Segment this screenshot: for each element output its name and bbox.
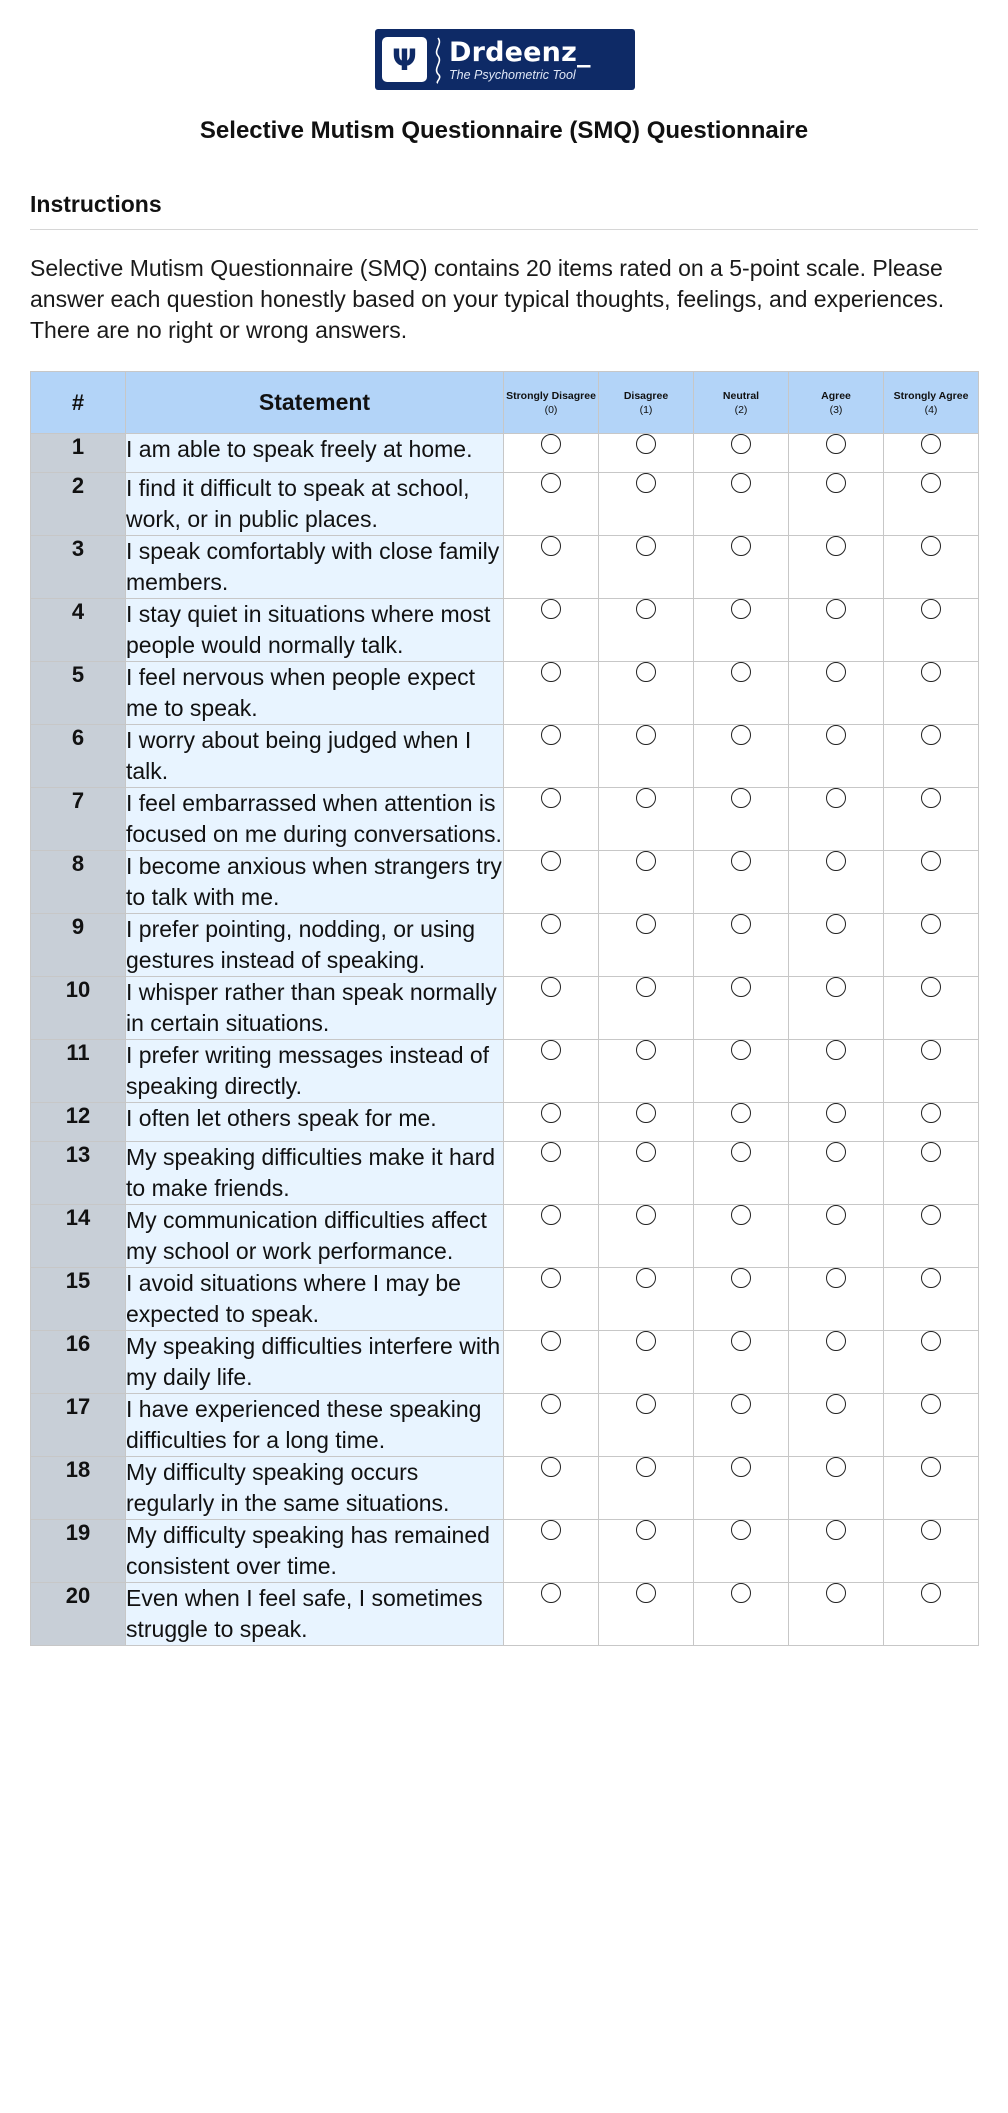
radio-strongly-disagree[interactable] xyxy=(541,473,561,493)
option-cell-disagree xyxy=(599,1457,694,1520)
option-cell-agree xyxy=(789,662,884,725)
option-cell-strongly-agree xyxy=(884,662,979,725)
radio-strongly-disagree[interactable] xyxy=(541,434,561,454)
radio-strongly-agree[interactable] xyxy=(921,1394,941,1414)
radio-disagree[interactable] xyxy=(636,725,656,745)
item-statement: I whisper rather than speak normally in certain situations. xyxy=(126,977,504,1040)
option-cell-strongly-disagree xyxy=(504,599,599,662)
table-header-row xyxy=(31,372,979,434)
item-number: 7 xyxy=(31,788,126,851)
instructions-heading: Instructions xyxy=(30,191,162,217)
item-statement: My communication difficulties affect my school or work performance. xyxy=(126,1205,504,1268)
radio-disagree[interactable] xyxy=(636,1040,656,1060)
radio-neutral[interactable] xyxy=(731,851,751,871)
option-cell-agree xyxy=(789,1040,884,1103)
item-statement: I am able to speak freely at home. xyxy=(126,434,504,473)
option-cell-disagree xyxy=(599,599,694,662)
header-number: # xyxy=(31,372,126,434)
radio-strongly-agree[interactable] xyxy=(921,851,941,871)
item-statement: I become anxious when strangers try to talk with me. xyxy=(126,851,504,914)
option-score: (3) xyxy=(829,403,843,416)
option-cell-agree xyxy=(789,1142,884,1205)
option-cell-agree xyxy=(789,1583,884,1646)
item-statement: I worry about being judged when I talk. xyxy=(126,725,504,788)
option-cell-disagree xyxy=(599,788,694,851)
option-cell-neutral xyxy=(694,1331,789,1394)
radio-neutral[interactable] xyxy=(731,1268,751,1288)
option-cell-strongly-agree xyxy=(884,1331,979,1394)
radio-strongly-disagree[interactable] xyxy=(541,536,561,556)
option-cell-strongly-agree xyxy=(884,851,979,914)
radio-strongly-agree[interactable] xyxy=(921,1142,941,1162)
option-cell-neutral xyxy=(694,1268,789,1331)
option-cell-agree xyxy=(789,599,884,662)
radio-disagree[interactable] xyxy=(636,1520,656,1540)
option-cell-strongly-disagree xyxy=(504,1394,599,1457)
option-cell-strongly-disagree xyxy=(504,1205,599,1268)
radio-neutral[interactable] xyxy=(731,599,751,619)
radio-agree[interactable] xyxy=(826,1331,846,1351)
radio-strongly-agree[interactable] xyxy=(921,1583,941,1603)
item-statement: My speaking difficulties make it hard to make friends. xyxy=(126,1142,504,1205)
option-cell-neutral xyxy=(694,977,789,1040)
option-cell-strongly-agree xyxy=(884,536,979,599)
psi-logo-icon: Ψ xyxy=(382,37,427,82)
radio-strongly-agree[interactable] xyxy=(921,1205,941,1225)
radio-disagree[interactable] xyxy=(636,473,656,493)
header-option-agree xyxy=(789,372,884,434)
logo-tagline: The Psychometric Tool xyxy=(449,67,576,82)
item-number: 11 xyxy=(31,1040,126,1103)
option-cell-disagree xyxy=(599,536,694,599)
radio-neutral[interactable] xyxy=(731,788,751,808)
option-cell-strongly-disagree xyxy=(504,1142,599,1205)
radio-disagree[interactable] xyxy=(636,1394,656,1414)
option-cell-strongly-agree xyxy=(884,914,979,977)
item-statement: I find it difficult to speak at school, work, or in public places. xyxy=(126,473,504,536)
option-cell-agree xyxy=(789,914,884,977)
option-cell-strongly-disagree xyxy=(504,1457,599,1520)
item-number: 5 xyxy=(31,662,126,725)
item-number: 3 xyxy=(31,536,126,599)
option-cell-disagree xyxy=(599,1268,694,1331)
option-score: (4) xyxy=(924,403,938,416)
radio-agree[interactable] xyxy=(826,1583,846,1603)
radio-neutral[interactable] xyxy=(731,473,751,493)
option-cell-disagree xyxy=(599,914,694,977)
radio-agree[interactable] xyxy=(826,1040,846,1060)
option-cell-neutral xyxy=(694,434,789,473)
option-score: (2) xyxy=(734,403,748,416)
radio-disagree[interactable] xyxy=(636,1103,656,1123)
option-label: Strongly Disagree xyxy=(506,389,596,402)
radio-strongly-disagree[interactable] xyxy=(541,977,561,997)
item-statement: My speaking difficulties interfere with my daily life. xyxy=(126,1331,504,1394)
option-cell-disagree xyxy=(599,851,694,914)
radio-strongly-disagree[interactable] xyxy=(541,1268,561,1288)
option-cell-neutral xyxy=(694,473,789,536)
radio-disagree[interactable] xyxy=(636,599,656,619)
option-cell-strongly-agree xyxy=(884,725,979,788)
radio-agree[interactable] xyxy=(826,1103,846,1123)
option-score: (0) xyxy=(544,403,558,416)
radio-strongly-agree[interactable] xyxy=(921,662,941,682)
option-cell-strongly-agree xyxy=(884,1268,979,1331)
item-statement: I often let others speak for me. xyxy=(126,1103,504,1142)
table-row xyxy=(31,1520,979,1583)
radio-strongly-agree[interactable] xyxy=(921,788,941,808)
radio-strongly-disagree[interactable] xyxy=(541,788,561,808)
item-statement: I prefer pointing, nodding, or using gestures instead of speaking. xyxy=(126,914,504,977)
header-option-strongly-agree xyxy=(884,372,979,434)
table-row xyxy=(31,536,979,599)
radio-neutral[interactable] xyxy=(731,1142,751,1162)
option-cell-strongly-disagree xyxy=(504,473,599,536)
option-cell-agree xyxy=(789,851,884,914)
instructions-text: Selective Mutism Questionnaire (SMQ) contains 20 items rated on a 5-point scale. Please answer each question honestly based on your typical thoughts, feelings, and experiences. There are no right or wrong answers. xyxy=(30,255,945,343)
option-cell-strongly-agree xyxy=(884,788,979,851)
option-cell-strongly-agree xyxy=(884,434,979,473)
logo-text xyxy=(449,38,591,82)
option-cell-agree xyxy=(789,1268,884,1331)
item-statement: Even when I feel safe, I sometimes struggle to speak. xyxy=(126,1583,504,1646)
item-number: 8 xyxy=(31,851,126,914)
option-cell-agree xyxy=(789,977,884,1040)
option-cell-neutral xyxy=(694,1583,789,1646)
radio-strongly-disagree[interactable] xyxy=(541,1103,561,1123)
option-cell-agree xyxy=(789,1520,884,1583)
table-row xyxy=(31,788,979,851)
radio-neutral[interactable] xyxy=(731,1583,751,1603)
radio-strongly-disagree[interactable] xyxy=(541,1331,561,1351)
item-number: 18 xyxy=(31,1457,126,1520)
item-statement: I prefer writing messages instead of speaking directly. xyxy=(126,1040,504,1103)
option-cell-strongly-disagree xyxy=(504,662,599,725)
radio-disagree[interactable] xyxy=(636,851,656,871)
option-cell-strongly-agree xyxy=(884,473,979,536)
option-cell-neutral xyxy=(694,851,789,914)
item-number: 17 xyxy=(31,1394,126,1457)
table-row xyxy=(31,434,979,473)
table-row xyxy=(31,662,979,725)
item-statement: My difficulty speaking has remained consistent over time. xyxy=(126,1520,504,1583)
option-cell-strongly-agree xyxy=(884,1205,979,1268)
option-cell-agree xyxy=(789,473,884,536)
option-label: Disagree xyxy=(623,389,669,402)
option-cell-strongly-disagree xyxy=(504,1520,599,1583)
radio-strongly-agree[interactable] xyxy=(921,434,941,454)
option-cell-agree xyxy=(789,434,884,473)
option-cell-strongly-disagree xyxy=(504,1103,599,1142)
radio-strongly-agree[interactable] xyxy=(921,1040,941,1060)
radio-neutral[interactable] xyxy=(731,1331,751,1351)
item-number: 6 xyxy=(31,725,126,788)
option-cell-agree xyxy=(789,725,884,788)
page-title: Selective Mutism Questionnaire (SMQ) Questionnaire xyxy=(199,117,809,144)
questionnaire-body xyxy=(31,434,979,1646)
option-cell-agree xyxy=(789,1394,884,1457)
table-row xyxy=(31,914,979,977)
option-cell-strongly-disagree xyxy=(504,1331,599,1394)
option-cell-disagree xyxy=(599,1142,694,1205)
radio-agree[interactable] xyxy=(826,914,846,934)
header-option-disagree xyxy=(599,372,694,434)
radio-neutral[interactable] xyxy=(731,1205,751,1225)
option-cell-disagree xyxy=(599,1205,694,1268)
radio-agree[interactable] xyxy=(826,1394,846,1414)
table-row xyxy=(31,1103,979,1142)
item-statement: I speak comfortably with close family members. xyxy=(126,536,504,599)
item-statement: I feel nervous when people expect me to speak. xyxy=(126,662,504,725)
radio-agree[interactable] xyxy=(826,1457,846,1477)
radio-strongly-agree[interactable] xyxy=(921,914,941,934)
option-cell-neutral xyxy=(694,536,789,599)
option-cell-disagree xyxy=(599,977,694,1040)
option-cell-strongly-disagree xyxy=(504,725,599,788)
radio-disagree[interactable] xyxy=(636,434,656,454)
option-cell-disagree xyxy=(599,1331,694,1394)
brand-logo xyxy=(375,29,635,90)
option-cell-agree xyxy=(789,536,884,599)
table-row xyxy=(31,473,979,536)
radio-agree[interactable] xyxy=(826,1142,846,1162)
radio-disagree[interactable] xyxy=(636,977,656,997)
radio-agree[interactable] xyxy=(826,1268,846,1288)
table-row xyxy=(31,851,979,914)
table-row xyxy=(31,1331,979,1394)
radio-strongly-disagree[interactable] xyxy=(541,1394,561,1414)
radio-disagree[interactable] xyxy=(636,536,656,556)
option-cell-disagree xyxy=(599,662,694,725)
option-cell-strongly-agree xyxy=(884,1457,979,1520)
header-option-neutral xyxy=(694,372,789,434)
radio-disagree[interactable] xyxy=(636,1331,656,1351)
radio-agree[interactable] xyxy=(826,725,846,745)
radio-strongly-disagree[interactable] xyxy=(541,1583,561,1603)
option-cell-strongly-disagree xyxy=(504,434,599,473)
radio-neutral[interactable] xyxy=(731,536,751,556)
radio-neutral[interactable] xyxy=(731,1520,751,1540)
radio-neutral[interactable] xyxy=(731,914,751,934)
option-cell-strongly-agree xyxy=(884,599,979,662)
radio-disagree[interactable] xyxy=(636,1205,656,1225)
option-cell-strongly-disagree xyxy=(504,536,599,599)
option-cell-agree xyxy=(789,1331,884,1394)
option-cell-strongly-disagree xyxy=(504,914,599,977)
radio-strongly-disagree[interactable] xyxy=(541,851,561,871)
radio-neutral[interactable] xyxy=(731,977,751,997)
radio-strongly-agree[interactable] xyxy=(921,1331,941,1351)
radio-neutral[interactable] xyxy=(731,1103,751,1123)
radio-strongly-agree[interactable] xyxy=(921,725,941,745)
option-cell-agree xyxy=(789,1103,884,1142)
radio-strongly-agree[interactable] xyxy=(921,1520,941,1540)
option-cell-neutral xyxy=(694,662,789,725)
item-number: 20 xyxy=(31,1583,126,1646)
radio-strongly-agree[interactable] xyxy=(921,1103,941,1123)
radio-agree[interactable] xyxy=(826,473,846,493)
radio-strongly-disagree[interactable] xyxy=(541,1040,561,1060)
radio-agree[interactable] xyxy=(826,536,846,556)
option-cell-disagree xyxy=(599,1520,694,1583)
item-number: 19 xyxy=(31,1520,126,1583)
item-number: 16 xyxy=(31,1331,126,1394)
option-cell-strongly-disagree xyxy=(504,977,599,1040)
option-cell-strongly-disagree xyxy=(504,1268,599,1331)
option-cell-neutral xyxy=(694,1520,789,1583)
option-cell-strongly-agree xyxy=(884,1583,979,1646)
option-cell-disagree xyxy=(599,725,694,788)
section-divider xyxy=(30,229,978,230)
table-row xyxy=(31,1040,979,1103)
option-cell-disagree xyxy=(599,1103,694,1142)
option-label: Neutral xyxy=(722,389,760,402)
radio-neutral[interactable] xyxy=(731,1457,751,1477)
option-cell-disagree xyxy=(599,1583,694,1646)
option-cell-neutral xyxy=(694,1142,789,1205)
option-cell-strongly-disagree xyxy=(504,1583,599,1646)
option-cell-agree xyxy=(789,1205,884,1268)
option-cell-neutral xyxy=(694,914,789,977)
option-cell-neutral xyxy=(694,1457,789,1520)
radio-agree[interactable] xyxy=(826,788,846,808)
item-number: 4 xyxy=(31,599,126,662)
option-cell-strongly-disagree xyxy=(504,788,599,851)
option-cell-strongly-agree xyxy=(884,1103,979,1142)
option-cell-agree xyxy=(789,1457,884,1520)
option-cell-neutral xyxy=(694,599,789,662)
radio-agree[interactable] xyxy=(826,662,846,682)
radio-neutral[interactable] xyxy=(731,1040,751,1060)
radio-strongly-disagree[interactable] xyxy=(541,1205,561,1225)
radio-agree[interactable] xyxy=(826,1520,846,1540)
radio-agree[interactable] xyxy=(826,434,846,454)
table-row xyxy=(31,1142,979,1205)
radio-strongly-disagree[interactable] xyxy=(541,1142,561,1162)
item-number: 14 xyxy=(31,1205,126,1268)
option-cell-neutral xyxy=(694,1205,789,1268)
option-cell-strongly-agree xyxy=(884,1040,979,1103)
radio-strongly-agree[interactable] xyxy=(921,1457,941,1477)
option-cell-strongly-agree xyxy=(884,977,979,1040)
radio-strongly-disagree[interactable] xyxy=(541,1457,561,1477)
option-cell-neutral xyxy=(694,1394,789,1457)
radio-strongly-agree[interactable] xyxy=(921,536,941,556)
item-number: 1 xyxy=(31,434,126,473)
option-cell-neutral xyxy=(694,1040,789,1103)
item-number: 9 xyxy=(31,914,126,977)
item-number: 10 xyxy=(31,977,126,1040)
item-statement: I feel embarrassed when attention is focused on me during conversations. xyxy=(126,788,504,851)
radio-strongly-agree[interactable] xyxy=(921,977,941,997)
option-cell-disagree xyxy=(599,434,694,473)
radio-agree[interactable] xyxy=(826,851,846,871)
option-cell-strongly-agree xyxy=(884,1394,979,1457)
radio-neutral[interactable] xyxy=(731,662,751,682)
table-row xyxy=(31,1457,979,1520)
option-cell-strongly-agree xyxy=(884,1142,979,1205)
table-row xyxy=(31,1268,979,1331)
radio-strongly-agree[interactable] xyxy=(921,599,941,619)
item-statement: I have experienced these speaking difficulties for a long time. xyxy=(126,1394,504,1457)
radio-strongly-disagree[interactable] xyxy=(541,662,561,682)
radio-strongly-disagree[interactable] xyxy=(541,599,561,619)
wave-divider-icon xyxy=(433,36,443,84)
radio-disagree[interactable] xyxy=(636,662,656,682)
item-number: 12 xyxy=(31,1103,126,1142)
header-option-strongly-disagree xyxy=(504,372,599,434)
option-cell-neutral xyxy=(694,1103,789,1142)
radio-disagree[interactable] xyxy=(636,1142,656,1162)
table-row xyxy=(31,1394,979,1457)
item-statement: I stay quiet in situations where most people would normally talk. xyxy=(126,599,504,662)
table-row xyxy=(31,1205,979,1268)
radio-strongly-agree[interactable] xyxy=(921,1268,941,1288)
option-cell-agree xyxy=(789,788,884,851)
radio-neutral[interactable] xyxy=(731,725,751,745)
questionnaire-table xyxy=(30,371,979,1646)
option-cell-neutral xyxy=(694,788,789,851)
radio-strongly-agree[interactable] xyxy=(921,473,941,493)
option-cell-disagree xyxy=(599,473,694,536)
radio-disagree[interactable] xyxy=(636,914,656,934)
option-cell-disagree xyxy=(599,1040,694,1103)
option-cell-strongly-disagree xyxy=(504,1040,599,1103)
table-row xyxy=(31,977,979,1040)
radio-disagree[interactable] xyxy=(636,788,656,808)
option-cell-strongly-agree xyxy=(884,1520,979,1583)
radio-agree[interactable] xyxy=(826,1205,846,1225)
header-statement: Statement xyxy=(126,372,504,434)
option-label: Strongly Agree xyxy=(893,389,969,402)
radio-neutral[interactable] xyxy=(731,1394,751,1414)
item-number: 15 xyxy=(31,1268,126,1331)
radio-neutral[interactable] xyxy=(731,434,751,454)
radio-disagree[interactable] xyxy=(636,1268,656,1288)
radio-strongly-disagree[interactable] xyxy=(541,1520,561,1540)
item-statement: I avoid situations where I may be expected to speak. xyxy=(126,1268,504,1331)
option-cell-disagree xyxy=(599,1394,694,1457)
option-score: (1) xyxy=(639,403,653,416)
item-number: 2 xyxy=(31,473,126,536)
table-row xyxy=(31,599,979,662)
option-cell-strongly-disagree xyxy=(504,851,599,914)
item-number: 13 xyxy=(31,1142,126,1205)
table-row xyxy=(31,1583,979,1646)
radio-agree[interactable] xyxy=(826,977,846,997)
logo-name: Drdeenz_ xyxy=(449,36,591,68)
option-cell-neutral xyxy=(694,725,789,788)
radio-disagree[interactable] xyxy=(636,1457,656,1477)
radio-strongly-disagree[interactable] xyxy=(541,725,561,745)
radio-agree[interactable] xyxy=(826,599,846,619)
item-statement: My difficulty speaking occurs regularly in the same situations. xyxy=(126,1457,504,1520)
radio-disagree[interactable] xyxy=(636,1583,656,1603)
radio-strongly-disagree[interactable] xyxy=(541,914,561,934)
table-row xyxy=(31,725,979,788)
option-label: Agree xyxy=(821,389,851,402)
